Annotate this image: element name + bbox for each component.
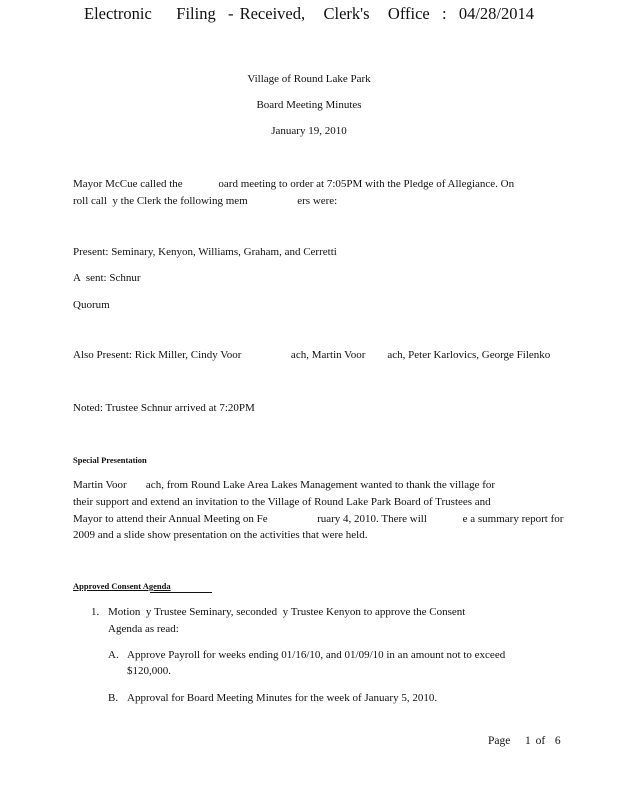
- sub-item-a-letter: A.: [108, 649, 119, 661]
- presentation-line-1: Martin Voor ach, from Round Lake Area Lakes Management wanted to thank the village for: [73, 479, 496, 491]
- intro-line-2: roll call y the Clerk the following mem ers were:: [73, 195, 338, 207]
- item-1-line-1: Motion y Trustee Seminary, seconded y Trustee Kenyon to approve the Consent: [108, 606, 466, 618]
- consent-agenda-heading: Approved Consent Agenda: [73, 581, 171, 591]
- present-members: Present: Seminary, Kenyon, Williams, Graham, and Cerretti: [73, 246, 337, 258]
- item-1-line-2: Agenda as read:: [108, 623, 179, 635]
- sub-item-b-letter: B.: [108, 692, 119, 704]
- also-present: Also Present: Rick Miller, Cindy Voor ach, Martin Voor ach, Peter Karlovics, George Filenko: [73, 349, 551, 361]
- meeting-date: January 19, 2010: [271, 125, 347, 137]
- presentation-line-4: 2009 and a slide show presentation on the activities that were held.: [73, 529, 368, 541]
- filing-header: Electronic Filing - Received, Clerk's Office : 04/28/2014: [84, 4, 534, 23]
- sub-item-b-line-1: Approval for Board Meeting Minutes for the week of January 5, 2010.: [127, 692, 438, 704]
- presentation-line-3: Mayor to attend their Annual Meeting on Fe ruary 4, 2010. There will e a summary report for: [73, 513, 564, 525]
- presentation-line-2: their support and extend an invitation to the Village of Round Lake Park Board of Trustees and: [73, 496, 491, 508]
- absent-members: A sent: Schnur: [73, 272, 141, 284]
- village-name: Village of Round Lake Park: [247, 73, 371, 85]
- page-number: Page 1 of 6: [488, 735, 561, 747]
- special-presentation-heading: Special Presentation: [73, 455, 147, 465]
- heading-underline-extension: [150, 592, 212, 593]
- sub-item-a-line-2: $120,000.: [127, 665, 171, 677]
- noted-arrival: Noted: Trustee Schnur arrived at 7:20PM: [73, 402, 255, 414]
- item-1-number: 1.: [91, 606, 100, 618]
- quorum-note: Quorum: [73, 299, 110, 311]
- document-title: Board Meeting Minutes: [256, 99, 362, 111]
- sub-item-a-line-1: Approve Payroll for weeks ending 01/16/10, and 01/09/10 in an amount not to exceed: [127, 649, 506, 661]
- intro-line-1: Mayor McCue called the oard meeting to order at 7:05PM with the Pledge of Allegiance. On: [73, 178, 515, 190]
